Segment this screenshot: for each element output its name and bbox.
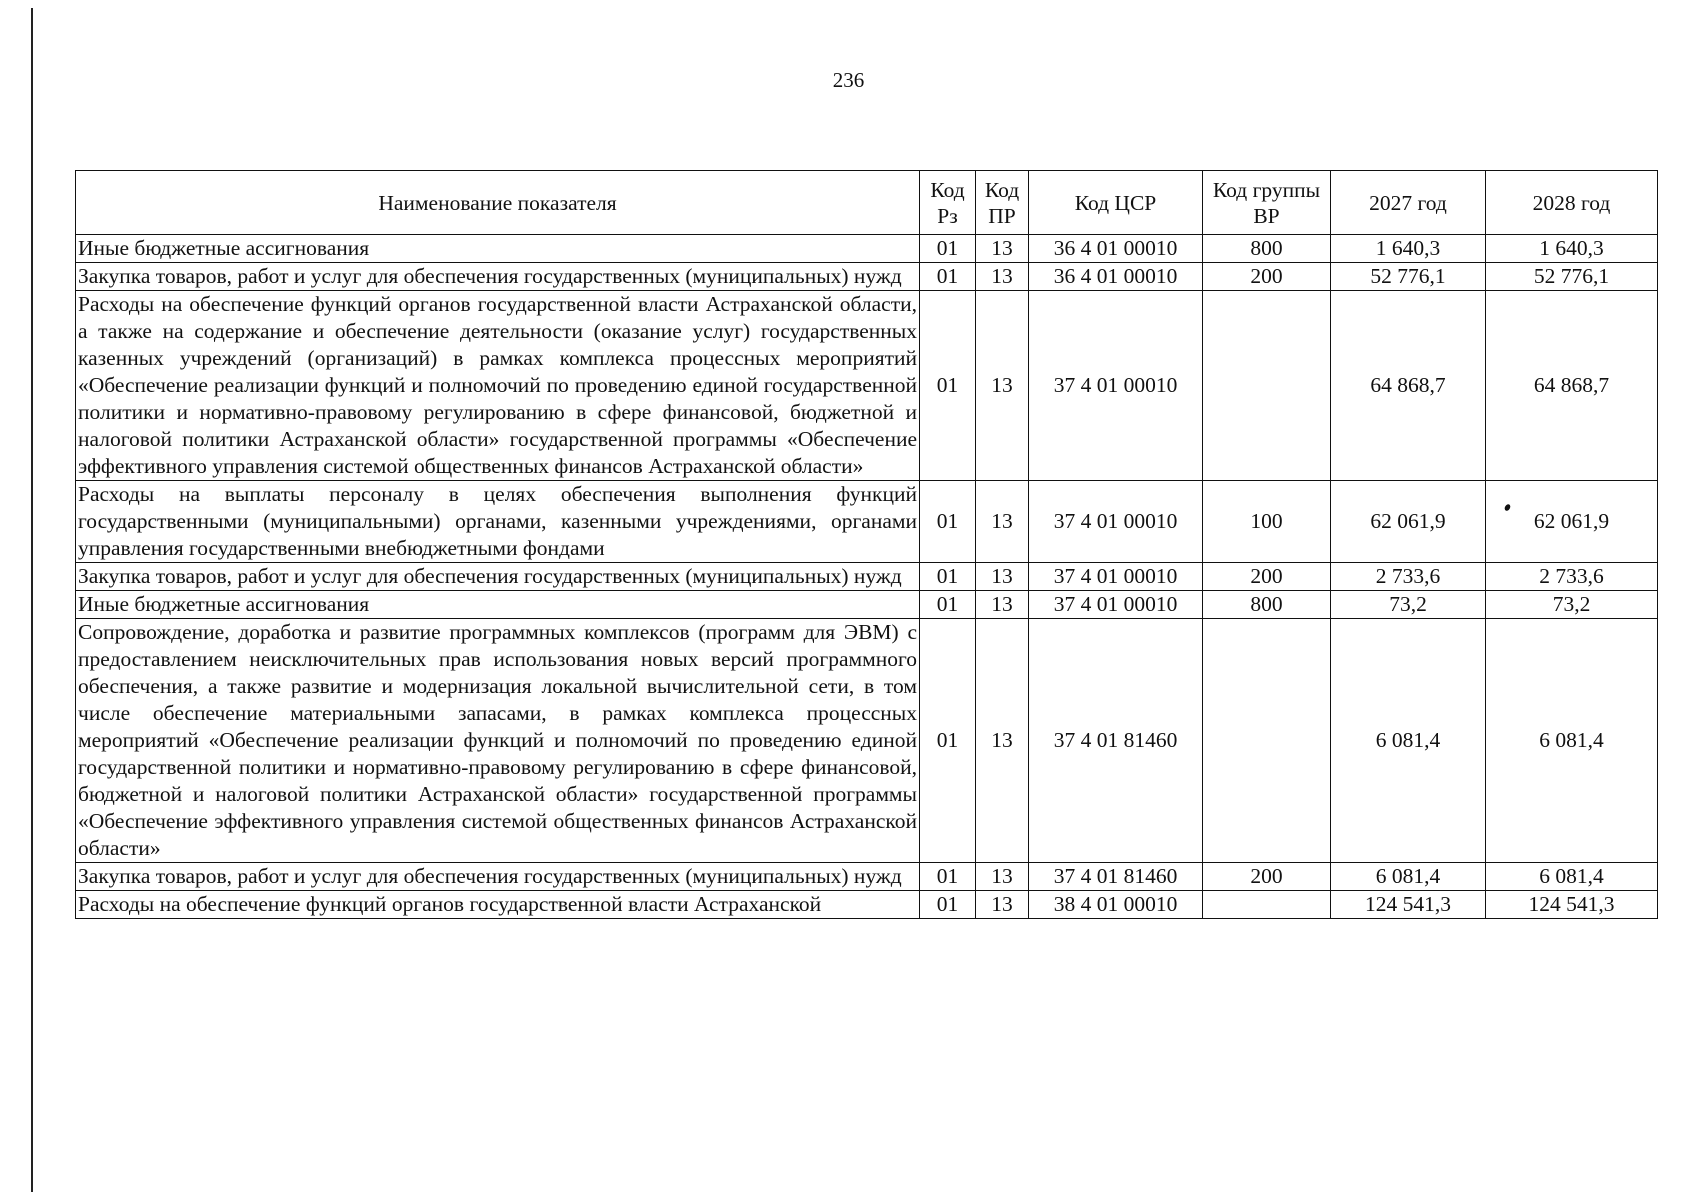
header-2027: 2027 год bbox=[1331, 171, 1486, 235]
cell-pr: 13 bbox=[976, 481, 1029, 563]
cell-csr: 36 4 01 00010 bbox=[1029, 235, 1203, 263]
cell-rz: 01 bbox=[920, 291, 976, 481]
cell-2027: 124 541,3 bbox=[1331, 891, 1486, 919]
cell-pr: 13 bbox=[976, 619, 1029, 863]
cell-pr: 13 bbox=[976, 563, 1029, 591]
cell-2027: 64 868,7 bbox=[1331, 291, 1486, 481]
cell-csr: 37 4 01 00010 bbox=[1029, 481, 1203, 563]
cell-rz: 01 bbox=[920, 563, 976, 591]
cell-2027: 1 640,3 bbox=[1331, 235, 1486, 263]
cell-vr: 100 bbox=[1203, 481, 1331, 563]
cell-name: Расходы на выплаты персоналу в целях обеспечения выполнения функций государственными (муниципальными) органами, казенными учреждениями, органами управления государственными внебюджетными фондами bbox=[76, 481, 920, 563]
cell-csr: 37 4 01 00010 bbox=[1029, 591, 1203, 619]
budget-table bbox=[75, 170, 1658, 919]
cell-pr: 13 bbox=[976, 891, 1029, 919]
cell-2028: 6 081,4 bbox=[1486, 863, 1658, 891]
cell-2027: 62 061,9 bbox=[1331, 481, 1486, 563]
cell-2027: 6 081,4 bbox=[1331, 863, 1486, 891]
cell-name: Сопровождение, доработка и развитие программных комплексов (программ для ЭВМ) с предоставлением неисключительных прав использования новых версий программного обеспечения, а также развитие и модернизация локальной вычислительной сети, в том числе обеспечение материальными запасами, в рамках комплекса процессных мероприятий «Обеспечение реализации функций и полномочий по проведению единой государственной политики и нормативно-правовому регулированию в сфере финансовой, бюджетной и налоговой политики Астраханской области» государственной программы «Обеспечение эффективного управления системой общественных финансов Астраханской области» bbox=[76, 619, 920, 863]
table-row bbox=[76, 235, 1658, 263]
cell-vr bbox=[1203, 891, 1331, 919]
table-row bbox=[76, 891, 1658, 919]
cell-2028: 1 640,3 bbox=[1486, 235, 1658, 263]
cell-rz: 01 bbox=[920, 481, 976, 563]
cell-name: Иные бюджетные ассигнования bbox=[76, 591, 920, 619]
cell-2027: 73,2 bbox=[1331, 591, 1486, 619]
cell-2028: 64 868,7 bbox=[1486, 291, 1658, 481]
table-header-row bbox=[76, 171, 1658, 235]
cell-rz: 01 bbox=[920, 235, 976, 263]
cell-2028: 6 081,4 bbox=[1486, 619, 1658, 863]
cell-vr: 200 bbox=[1203, 263, 1331, 291]
table-row bbox=[76, 481, 1658, 563]
table-row bbox=[76, 291, 1658, 481]
cell-csr: 37 4 01 00010 bbox=[1029, 291, 1203, 481]
cell-rz: 01 bbox=[920, 263, 976, 291]
cell-csr: 36 4 01 00010 bbox=[1029, 263, 1203, 291]
cell-vr bbox=[1203, 291, 1331, 481]
cell-name: Расходы на обеспечение функций органов государственной власти Астраханской bbox=[76, 891, 920, 919]
cell-vr bbox=[1203, 619, 1331, 863]
cell-csr: 37 4 01 81460 bbox=[1029, 863, 1203, 891]
page-number: 236 bbox=[832, 68, 865, 92]
cell-pr: 13 bbox=[976, 235, 1029, 263]
header-rz: Код Рз bbox=[920, 171, 976, 235]
cell-vr: 200 bbox=[1203, 563, 1331, 591]
scan-edge-line bbox=[31, 8, 33, 1192]
table-row bbox=[76, 619, 1658, 863]
cell-vr: 800 bbox=[1203, 235, 1331, 263]
cell-rz: 01 bbox=[920, 591, 976, 619]
cell-pr: 13 bbox=[976, 263, 1029, 291]
cell-vr: 800 bbox=[1203, 591, 1331, 619]
cell-name: Расходы на обеспечение функций органов государственной власти Астраханской области, а также на содержание и обеспечение деятельности (оказание услуг) государственных казенных учреждений (организаций) в рамках комплекса процессных мероприятий «Обеспечение реализации функций и полномочий по проведению единой государственной политики и нормативно-правовому регулированию в сфере финансовой, бюджетной и налоговой политики Астраханской области» государственной программы «Обеспечение эффективного управления системой общественных финансов Астраханской области» bbox=[76, 291, 920, 481]
cell-rz: 01 bbox=[920, 619, 976, 863]
cell-name: Закупка товаров, работ и услуг для обеспечения государственных (муниципальных) нужд bbox=[76, 563, 920, 591]
cell-vr: 200 bbox=[1203, 863, 1331, 891]
cell-csr: 38 4 01 00010 bbox=[1029, 891, 1203, 919]
cell-2028: 124 541,3 bbox=[1486, 891, 1658, 919]
table-row bbox=[76, 591, 1658, 619]
cell-2028: 2 733,6 bbox=[1486, 563, 1658, 591]
header-2028: 2028 год bbox=[1486, 171, 1658, 235]
cell-pr: 13 bbox=[976, 591, 1029, 619]
cell-2028: 52 776,1 bbox=[1486, 263, 1658, 291]
cell-csr: 37 4 01 81460 bbox=[1029, 619, 1203, 863]
table-row bbox=[76, 863, 1658, 891]
cell-csr: 37 4 01 00010 bbox=[1029, 563, 1203, 591]
cell-rz: 01 bbox=[920, 863, 976, 891]
header-name: Наименование показателя bbox=[76, 171, 920, 235]
cell-name: Закупка товаров, работ и услуг для обеспечения государственных (муниципальных) нужд bbox=[76, 863, 920, 891]
cell-rz: 01 bbox=[920, 891, 976, 919]
cell-2028: 62 061,9 bbox=[1486, 481, 1658, 563]
cell-2028: 73,2 bbox=[1486, 591, 1658, 619]
cell-2027: 6 081,4 bbox=[1331, 619, 1486, 863]
table-row bbox=[76, 563, 1658, 591]
cell-name: Иные бюджетные ассигнования bbox=[76, 235, 920, 263]
header-pr: Код ПР bbox=[976, 171, 1029, 235]
table-row bbox=[76, 263, 1658, 291]
cell-pr: 13 bbox=[976, 863, 1029, 891]
cell-2027: 52 776,1 bbox=[1331, 263, 1486, 291]
cell-2027: 2 733,6 bbox=[1331, 563, 1486, 591]
cell-name: Закупка товаров, работ и услуг для обеспечения государственных (муниципальных) нужд bbox=[76, 263, 920, 291]
header-csr: Код ЦСР bbox=[1029, 171, 1203, 235]
header-vr: Код группы ВР bbox=[1203, 171, 1331, 235]
cell-pr: 13 bbox=[976, 291, 1029, 481]
